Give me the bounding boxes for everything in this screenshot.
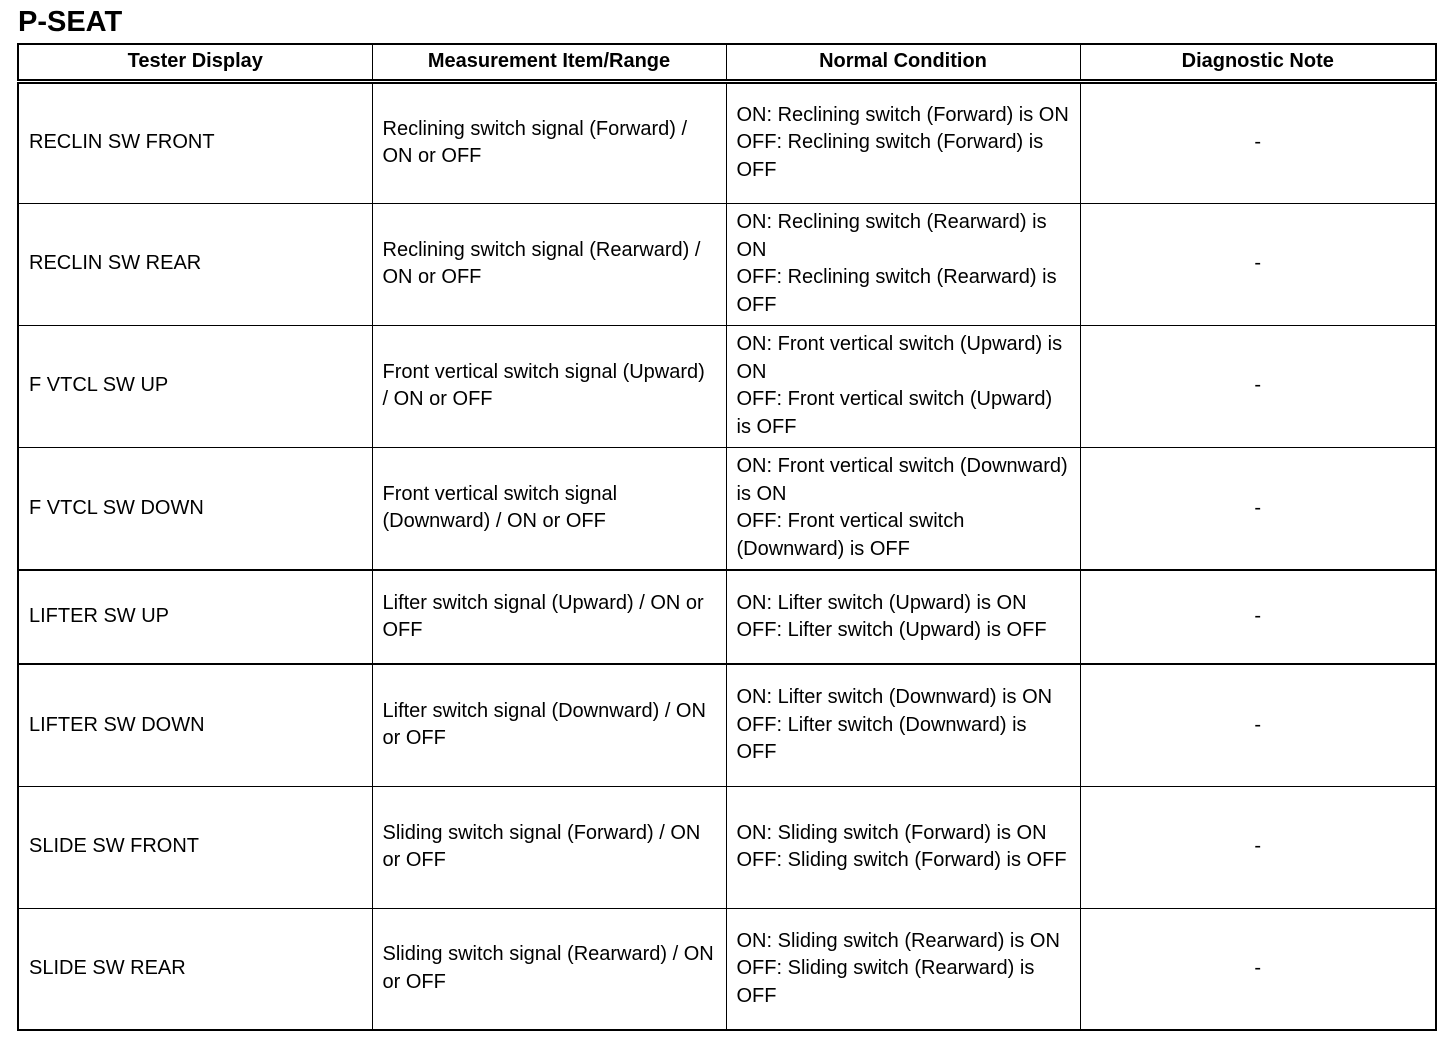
condition-on-text: ON: Reclining switch (Rearward) is ON xyxy=(736,211,1047,261)
measurement-cell: Front vertical switch signal (Downward) / ON or OFF xyxy=(372,447,726,570)
condition-off-text: OFF: Sliding switch (Forward) is OFF xyxy=(736,849,1067,871)
condition-on-text: ON: Front vertical switch (Downward) is ON xyxy=(736,455,1068,505)
condition-on-text: ON: Sliding switch (Forward) is ON xyxy=(736,821,1047,844)
header-tester-display: Tester Display xyxy=(18,44,372,81)
table-row xyxy=(18,786,1436,908)
diagnostic-note-cell: - xyxy=(1080,786,1436,908)
condition-off-text: OFF: Lifter switch (Upward) is OFF xyxy=(736,619,1047,641)
table-row xyxy=(18,203,1436,325)
diagnostic-note-cell: - xyxy=(1080,908,1436,1030)
tester-display-cell: F VTCL SW DOWN xyxy=(18,447,372,570)
normal-condition-cell xyxy=(726,908,1080,1030)
condition-on-text: ON: Front vertical switch (Upward) is ON xyxy=(736,333,1063,383)
normal-condition-cell xyxy=(726,447,1080,570)
normal-condition-cell xyxy=(726,203,1080,325)
normal-condition-cell xyxy=(726,664,1080,786)
normal-condition-cell xyxy=(726,325,1080,447)
measurement-cell: Lifter switch signal (Upward) / ON or OFF xyxy=(372,570,726,664)
measurement-cell: Lifter switch signal (Downward) / ON or OFF xyxy=(372,664,726,786)
condition-off-text: OFF: Lifter switch (Downward) is OFF xyxy=(736,713,1027,763)
header-normal-condition: Normal Condition xyxy=(726,44,1080,81)
page-title: P-SEAT xyxy=(18,6,123,38)
condition-off-text: OFF: Sliding switch (Rearward) is OFF xyxy=(736,957,1035,1007)
table-row xyxy=(18,81,1436,203)
condition-off-text: OFF: Reclining switch (Forward) is OFF xyxy=(736,131,1044,181)
diagnostic-note-cell: - xyxy=(1080,81,1436,203)
tester-display-cell: LIFTER SW UP xyxy=(18,570,372,664)
diagnostic-note-cell: - xyxy=(1080,570,1436,664)
condition-on-text: ON: Lifter switch (Downward) is ON xyxy=(736,686,1053,708)
normal-condition-cell xyxy=(726,786,1080,908)
normal-condition-cell xyxy=(726,81,1080,203)
tester-display-cell: SLIDE SW FRONT xyxy=(18,786,372,908)
measurement-cell: Sliding switch signal (Rearward) / ON or OFF xyxy=(372,908,726,1030)
table-row xyxy=(18,908,1436,1030)
tester-display-cell: LIFTER SW DOWN xyxy=(18,664,372,786)
diagnostic-note-cell: - xyxy=(1080,325,1436,447)
table-row xyxy=(18,664,1436,786)
measurement-cell: Reclining switch signal (Rearward) / ON or OFF xyxy=(372,203,726,325)
measurement-cell: Reclining switch signal (Forward) / ON or OFF xyxy=(372,81,726,203)
tester-display-cell: RECLIN SW REAR xyxy=(18,203,372,325)
condition-off-text: OFF: Front vertical switch (Upward) is OFF xyxy=(736,388,1053,438)
table-row xyxy=(18,325,1436,447)
diagnostic-note-cell: - xyxy=(1080,664,1436,786)
measurement-cell: Sliding switch signal (Forward) / ON or OFF xyxy=(372,786,726,908)
header-measurement-item-range: Measurement Item/Range xyxy=(372,44,726,81)
measurement-cell: Front vertical switch signal (Upward) / ON or OFF xyxy=(372,325,726,447)
normal-condition-cell xyxy=(726,570,1080,664)
tester-display-cell: F VTCL SW UP xyxy=(18,325,372,447)
header-diagnostic-note: Diagnostic Note xyxy=(1080,44,1436,81)
tester-display-cell: SLIDE SW REAR xyxy=(18,908,372,1030)
condition-off-text: OFF: Front vertical switch (Downward) is OFF xyxy=(736,510,965,560)
table-row xyxy=(18,570,1436,664)
table-row xyxy=(18,447,1436,570)
tester-display-cell: RECLIN SW FRONT xyxy=(18,81,372,203)
table-header-row xyxy=(18,44,1436,81)
condition-on-text: ON: Lifter switch (Upward) is ON xyxy=(736,591,1027,614)
condition-off-text: OFF: Reclining switch (Rearward) is OFF xyxy=(736,266,1057,316)
diagnostic-note-cell: - xyxy=(1080,203,1436,325)
condition-on-text: ON: Reclining switch (Forward) is ON xyxy=(736,103,1069,126)
p-seat-data-table xyxy=(17,43,1437,1031)
condition-on-text: ON: Sliding switch (Rearward) is ON xyxy=(736,929,1060,952)
diagnostic-note-cell: - xyxy=(1080,447,1436,570)
